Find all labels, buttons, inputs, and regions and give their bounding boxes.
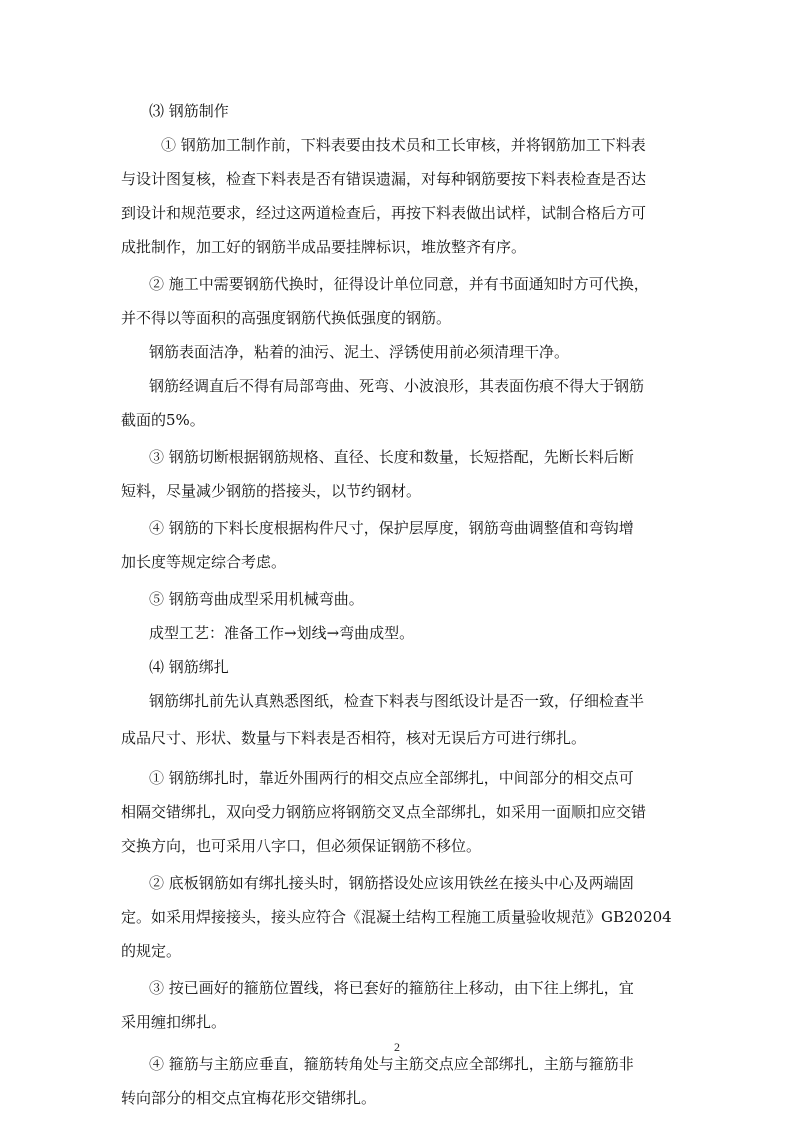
paragraph-bending	[121, 582, 681, 616]
text-line: 加长度等规定综合考虑。	[121, 553, 287, 571]
text-line: ④ 箍筋与主筋应垂直，箍筋转角处与主筋交点应全部绑扎，主筋与箍筋非	[149, 1055, 634, 1073]
text-line: ④ 钢筋的下料长度根据构件尺寸，保护层厚度，钢筋弯曲调整值和弯钩增	[149, 519, 634, 537]
paragraph-binding-prep	[121, 684, 681, 758]
section-heading-steel-binding: ⑷ 钢筋绑扎	[149, 658, 229, 676]
paragraph-cutting	[121, 440, 681, 508]
text-line: 钢筋表面洁净，粘着的油污、泥土、浮锈使用前必须清理干净。	[149, 343, 570, 361]
section-heading-steel-fabrication: ⑶ 钢筋制作	[149, 102, 229, 120]
text-line: 钢筋经调直后不得有局部弯曲、死弯、小波浪形，其表面伤痕不得大于钢筋	[149, 377, 645, 395]
paragraph-forming-process	[121, 616, 681, 650]
text-line: ② 施工中需要钢筋代换时，征得设计单位同意，并有书面通知时方可代换，	[149, 275, 649, 293]
text-line: 转向部分的相交点宜梅花形交错绑扎。	[121, 1089, 377, 1107]
text-line: 与设计图复核，检查下料表是否有错误遗漏，对每种钢筋要按下料表检查是否达	[121, 170, 647, 188]
text-line: 交换方向，也可采用八字口，但必须保证钢筋不移位。	[121, 837, 482, 855]
paragraph-stirrup-position	[121, 971, 681, 1039]
page-number: 2	[394, 1040, 400, 1054]
text-line: 成批制作，加工好的钢筋半成品要挂牌标识，堆放整齐有序。	[121, 238, 527, 256]
text-line: ⑤ 钢筋弯曲成型采用机械弯曲。	[149, 590, 364, 608]
text-line: 采用缠扣绑扎。	[121, 1013, 227, 1031]
text-line: ② 底板钢筋如有绑扎接头时，钢筋搭设处应该用铁丝在接头中心及两端固	[149, 874, 634, 892]
text-line: 短料，尽量减少钢筋的搭接头，以节约钢材。	[121, 482, 422, 500]
paragraph-stirrup-perpendicular	[121, 1047, 681, 1115]
text-line: ③ 按已画好的箍筋位置线，将已套好的箍筋往上移动，由下往上绑扎，宜	[149, 979, 634, 997]
text-line: 截面的5%。	[121, 411, 205, 429]
text-line: ① 钢筋绑扎时，靠近外围两行的相交点应全部绑扎，中间部分的相交点可	[149, 769, 634, 787]
paragraph-cutting-length	[121, 511, 681, 579]
text-line: 定。如采用焊接接头，接头应符合《混凝土结构工程施工质量验收规范》GB20204	[121, 908, 672, 926]
text-line: 钢筋绑扎前先认真熟悉图纸，检查下料表与图纸设计是否一致，仔细检查半	[149, 692, 645, 710]
text-line: 成型工艺：准备工作→划线→弯曲成型。	[149, 624, 415, 642]
text-line: 的规定。	[121, 942, 182, 960]
paragraph-surface-clean	[121, 335, 681, 369]
text-line: 到设计和规范要求，经过这两道检查后，再按下料表做出试样，试制合格后方可	[121, 204, 647, 222]
paragraph-base-slab-joints	[121, 866, 681, 968]
paragraph-substitution	[121, 267, 681, 335]
text-line: ① 钢筋加工制作前，下料表要由技术员和工长审核，并将钢筋加工下料表	[161, 136, 646, 154]
text-line: 成品尺寸、形状、数量与下料表是否相符，核对无误后方可进行绑扎。	[121, 729, 587, 747]
text-line: 并不得以等面积的高强度钢筋代换低强度的钢筋。	[121, 309, 452, 327]
paragraph-straightening	[121, 369, 681, 437]
paragraph-fabrication-review	[121, 128, 681, 264]
document-body	[121, 94, 681, 1115]
text-line: 相隔交错绑扎，双向受力钢筋应将钢筋交叉点全部绑扎，如采用一面顺扣应交错	[121, 803, 647, 821]
text-line: ③ 钢筋切断根据钢筋规格、直径、长度和数量，长短搭配，先断长料后断	[149, 448, 634, 466]
paragraph-binding-intersections	[121, 761, 681, 863]
